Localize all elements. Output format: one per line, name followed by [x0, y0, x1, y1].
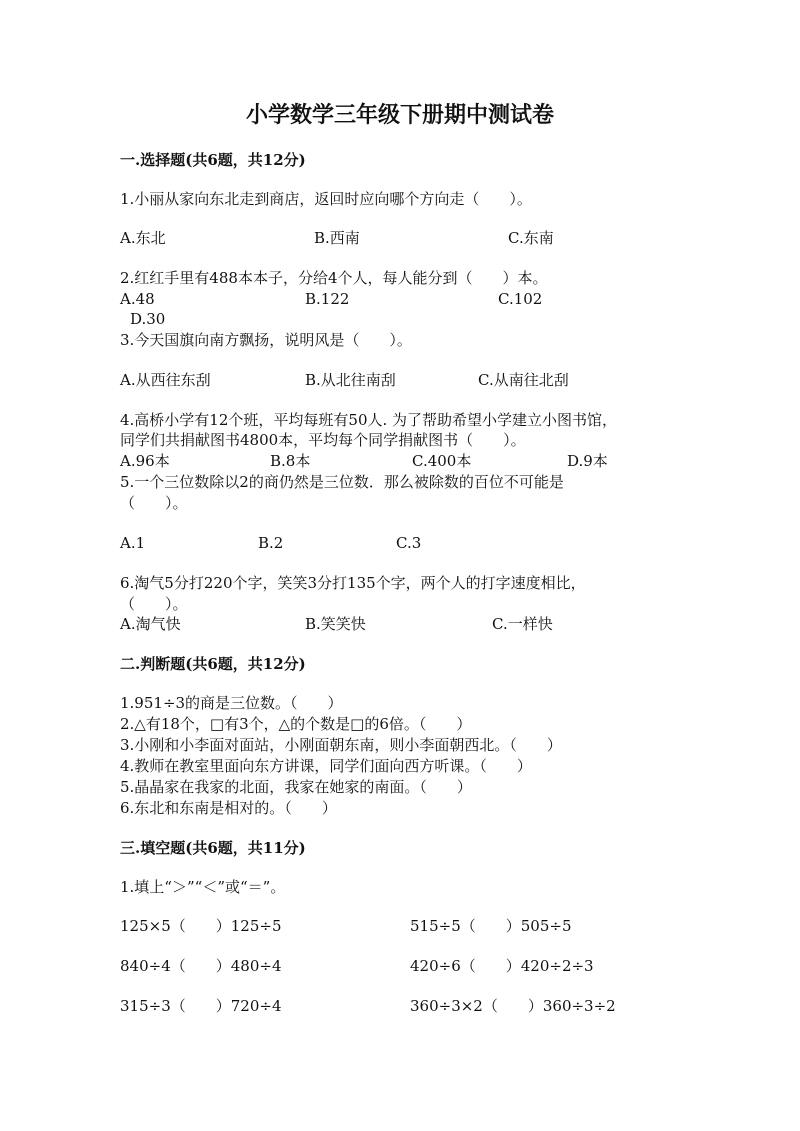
fill-intro: 1.填上“＞”“＜”或“＝”。 [120, 878, 286, 896]
option-a: A.96本 [120, 452, 170, 470]
judgement-item: 3.小刚和小李面对面站，小刚面朝东南，则小李面朝西北。（ ） [120, 736, 562, 754]
option-c: C.102 [498, 290, 543, 308]
compare-expression: 315÷3（ ）720÷4 [120, 997, 282, 1015]
section-heading-choice: 一.选择题(共6题，共12分) [120, 151, 306, 169]
question-text-line1: 4.高桥小学有12个班，平均每班有50人. 为了帮助希望小学建立小图书馆， [120, 411, 618, 429]
question-text: 2.红红手里有488本本子，分给4个人，每人能分到（ ）本。 [120, 269, 548, 287]
compare-expression: 840÷4（ ）480÷4 [120, 957, 282, 975]
judgement-item: 4.教师在教室里面向东方讲课，同学们面向西方听课。（ ） [120, 757, 532, 775]
judgement-item: 5.晶晶家在我家的北面，我家在她家的南面。（ ） [120, 778, 472, 796]
question-text-line2: （ ）。 [120, 595, 188, 613]
option-c: C.3 [396, 534, 422, 552]
option-a: A.1 [120, 534, 146, 552]
compare-expression: 125×5（ ）125÷5 [120, 917, 282, 935]
section-heading-judgement: 二.判断题(共6题，共12分) [120, 655, 306, 673]
question-text: 1.小丽从家向东北走到商店，返回时应向哪个方向走（ ）。 [120, 190, 532, 208]
option-a: A.从西往东刮 [120, 371, 211, 389]
option-b: B.2 [258, 534, 284, 552]
judgement-item: 6.东北和东南是相对的。（ ） [120, 799, 337, 817]
option-c: C.从南往北刮 [478, 371, 569, 389]
option-b: B.西南 [314, 229, 360, 247]
question-text-line2: 同学们共捐献图书4800本，平均每个同学捐献图书（ ）。 [120, 431, 526, 449]
option-d: D.9本 [567, 452, 608, 470]
option-a: A.东北 [120, 229, 166, 247]
question-text-line1: 6.淘气5分打220个字，笑笑3分打135个字，两个人的打字速度相比， [120, 574, 586, 592]
compare-expression: 515÷5（ ）505÷5 [410, 917, 572, 935]
question-text: 3.今天国旗向南方飘扬，说明风是（ ）。 [120, 331, 412, 349]
judgement-item: 2.△有18个，□有3个，△的个数是□的6倍。（ ） [120, 715, 472, 733]
option-d: D.30 [130, 310, 166, 328]
question-text-line2: （ ）。 [120, 494, 188, 512]
question-text-line1: 5.一个三位数除以2的商仍然是三位数．那么被除数的百位不可能是 [120, 473, 564, 491]
compare-expression: 420÷6（ ）420÷2÷3 [410, 957, 594, 975]
option-a: A.淘气快 [120, 615, 181, 633]
option-c: C.东南 [508, 229, 554, 247]
option-b: B.从北往南刮 [305, 371, 396, 389]
compare-expression: 360÷3×2（ ）360÷3÷2 [410, 997, 616, 1015]
section-heading-fill: 三.填空题(共6题，共11分) [120, 839, 306, 857]
page-title: 小学数学三年级下册期中测试卷 [245, 102, 554, 128]
option-c: C.一样快 [492, 615, 553, 633]
option-b: B.8本 [270, 452, 311, 470]
option-b: B.122 [305, 290, 350, 308]
judgement-item: 1.951÷3的商是三位数。（ ） [120, 694, 343, 712]
option-b: B.笑笑快 [305, 615, 366, 633]
option-a: A.48 [120, 290, 155, 308]
option-c: C.400本 [412, 452, 472, 470]
